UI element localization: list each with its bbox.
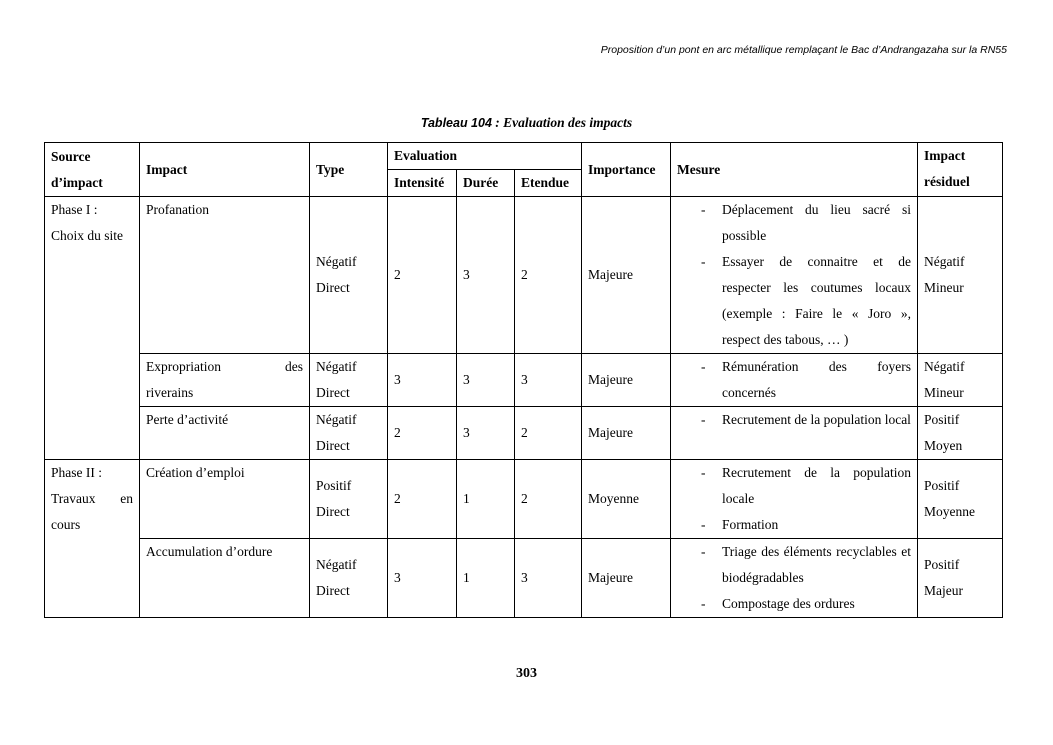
residuel-cell <box>918 539 1003 618</box>
duree-cell: 3 <box>457 354 515 407</box>
header-intensite: Intensité <box>388 170 457 197</box>
table-row <box>45 539 1003 618</box>
header-source: Source d’impact <box>45 143 140 197</box>
importance-cell: Majeure <box>582 407 671 460</box>
impact-evaluation-table <box>44 142 1003 618</box>
impact-cell: Création d’emploi <box>140 460 310 539</box>
mesure-item: - Recrutement de la population local <box>677 407 911 433</box>
type-line: Positif <box>316 478 352 493</box>
table-caption-label: Tableau 104 <box>420 116 492 130</box>
header-residuel: Impact résiduel <box>918 143 1003 197</box>
residuel-line: Mineur <box>924 385 964 400</box>
running-header: Proposition d’un pont en arc métallique remplaçant le Bac d’Andrangazaha sur la RN55 <box>600 44 1007 56</box>
header-evaluation: Evaluation <box>388 143 582 170</box>
residuel-line: Positif <box>924 412 960 427</box>
type-line: Direct <box>316 583 350 598</box>
residuel-cell <box>918 197 1003 354</box>
residuel-line: Moyenne <box>924 504 975 519</box>
impact-word: riverains <box>146 385 194 400</box>
etendue-cell: 2 <box>515 197 582 354</box>
table-row <box>45 354 1003 407</box>
mesure-item: - Rémunération des foyers concernés <box>677 354 911 406</box>
intensite-cell: 2 <box>388 197 457 354</box>
table-row <box>45 407 1003 460</box>
header-importance: Importance <box>582 143 671 197</box>
type-cell <box>310 354 388 407</box>
residuel-cell <box>918 354 1003 407</box>
type-cell <box>310 460 388 539</box>
mesure-cell <box>671 460 918 539</box>
impact-word: des <box>285 359 303 374</box>
mesure-item: - Formation <box>677 512 911 538</box>
header-duree: Durée <box>457 170 515 197</box>
etendue-cell: 2 <box>515 407 582 460</box>
residuel-line: Majeur <box>924 583 963 598</box>
mesure-item: - Déplacement du lieu sacré si possible <box>677 197 911 249</box>
type-line: Direct <box>316 438 350 453</box>
residuel-line: Mineur <box>924 280 964 295</box>
type-line: Négatif <box>316 254 357 269</box>
importance-cell: Majeure <box>582 354 671 407</box>
importance-cell: Moyenne <box>582 460 671 539</box>
header-row-1 <box>45 143 1003 170</box>
page-number: 303 <box>516 666 537 681</box>
header-impact: Impact <box>140 143 310 197</box>
mesure-cell <box>671 354 918 407</box>
mesure-cell <box>671 539 918 618</box>
source-cell-phase-2 <box>45 460 140 618</box>
residuel-line: Moyen <box>924 438 963 453</box>
importance-cell: Majeure <box>582 197 671 354</box>
etendue-cell: 3 <box>515 539 582 618</box>
importance-cell: Majeure <box>582 539 671 618</box>
intensite-cell: 2 <box>388 407 457 460</box>
impact-cell: Accumulation d’ordure <box>140 539 310 618</box>
mesure-cell <box>671 197 918 354</box>
phase-label: cours <box>51 517 81 532</box>
phase-word: en <box>120 491 133 506</box>
duree-cell: 3 <box>457 197 515 354</box>
phase-label: Phase I : <box>51 202 98 217</box>
impact-cell: Perte d’activité <box>140 407 310 460</box>
residuel-line: Positif <box>924 557 960 572</box>
residuel-cell <box>918 407 1003 460</box>
intensite-cell: 3 <box>388 354 457 407</box>
type-line: Direct <box>316 504 350 519</box>
source-cell-phase-1 <box>45 197 140 460</box>
mesure-item: - Recrutement de la population locale <box>677 460 911 512</box>
residuel-line: Positif <box>924 478 960 493</box>
header-mesure: Mesure <box>671 143 918 197</box>
type-line: Négatif <box>316 557 357 572</box>
type-line: Direct <box>316 385 350 400</box>
phase-label: Choix du site <box>51 228 124 243</box>
phase-label: Phase II : <box>51 465 102 480</box>
phase-word: Travaux <box>51 491 96 506</box>
type-line: Négatif <box>316 412 357 427</box>
impact-cell <box>140 354 310 407</box>
type-line: Négatif <box>316 359 357 374</box>
impact-cell: Profanation <box>140 197 310 354</box>
header-etendue: Etendue <box>515 170 582 197</box>
table-caption <box>0 115 1053 131</box>
mesure-item: - Compostage des ordures <box>677 591 911 617</box>
table-caption-title: : Evaluation des impacts <box>491 115 633 130</box>
table-row <box>45 197 1003 354</box>
mesure-cell <box>671 407 918 460</box>
mesure-item: - Triage des éléments recyclables et biodégradables <box>677 539 911 591</box>
residuel-line: Négatif <box>924 254 965 269</box>
impact-word: Expropriation <box>146 359 221 374</box>
etendue-cell: 3 <box>515 354 582 407</box>
mesure-item: - Essayer de connaitre et de respecter les coutumes locaux (exemple : Faire le « Joro », respect des tabous, … ) <box>677 249 911 353</box>
residuel-cell <box>918 460 1003 539</box>
table-row <box>45 460 1003 539</box>
header-type: Type <box>310 143 388 197</box>
etendue-cell: 2 <box>515 460 582 539</box>
intensite-cell: 2 <box>388 460 457 539</box>
type-cell <box>310 539 388 618</box>
intensite-cell: 3 <box>388 539 457 618</box>
residuel-line: Négatif <box>924 359 965 374</box>
type-cell <box>310 407 388 460</box>
duree-cell: 1 <box>457 460 515 539</box>
duree-cell: 1 <box>457 539 515 618</box>
type-cell <box>310 197 388 354</box>
duree-cell: 3 <box>457 407 515 460</box>
type-line: Direct <box>316 280 350 295</box>
